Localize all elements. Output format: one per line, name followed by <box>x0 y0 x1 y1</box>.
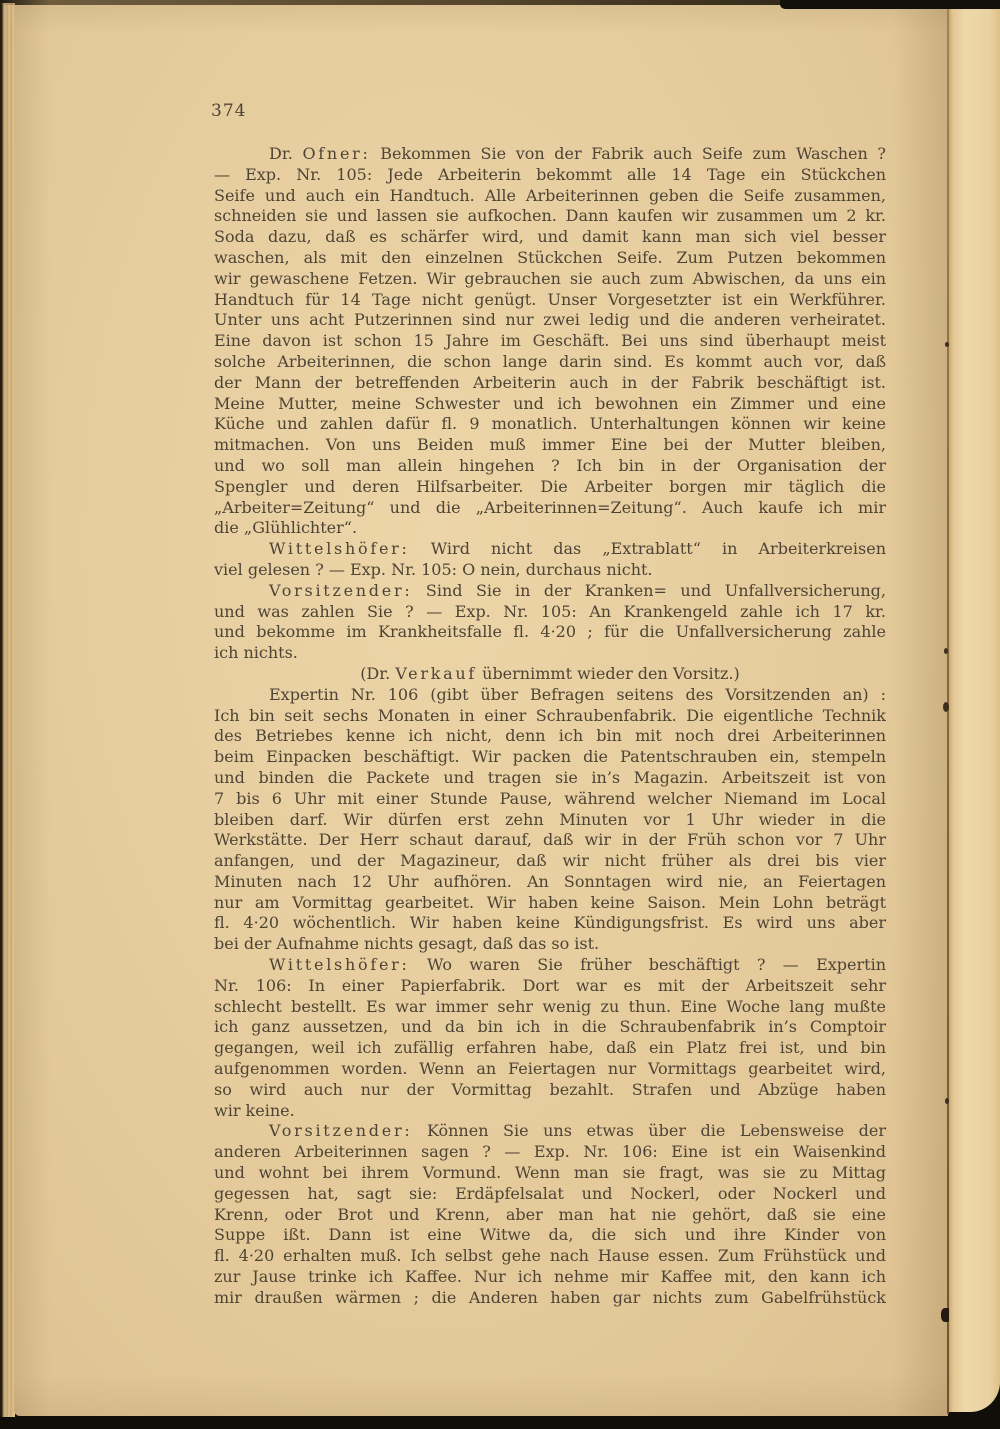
text-segment: und wo soll man allein hingehen ? Ich bin in der Organisation der <box>214 455 886 475</box>
text-line <box>214 165 886 186</box>
text-segment: wir keine. <box>214 1100 295 1120</box>
text-segment: Werkstätte. Der Herr schaut darauf, daß wir in der Früh schon vor 7 Uhr <box>214 830 886 850</box>
text-line <box>214 1101 886 1122</box>
text-segment: Handtuch für 14 Tage nicht genügt. Unser Vorgesetzter ist ein Werkführer. <box>214 289 886 309</box>
text-segment: solche Arbeiterinnen, die schon lange darin sind. Es kommt auch vor, daß <box>214 351 886 371</box>
text-segment: bei der Aufnahme nichts gesagt, daß das so ist. <box>214 934 600 954</box>
text-segment: Expertin Nr. 106 (gibt über Befragen seitens des Vorsitzenden an) : <box>269 684 886 704</box>
text-line <box>214 913 886 934</box>
text-line <box>214 602 886 623</box>
speaker-name: Vorsitzender: <box>269 580 413 600</box>
text-line <box>214 290 886 311</box>
paragraph <box>214 581 886 664</box>
text-segment: Spengler und deren Hilfsarbeiter. Die Arbeiter borgen mir täglich die <box>214 476 886 496</box>
text-segment: (Dr. <box>360 663 396 683</box>
text-line <box>214 955 886 976</box>
text-line <box>214 1267 886 1288</box>
text-segment: 7 bis 6 Uhr mit einer Stunde Pause, während welcher Niemand im Local <box>214 788 886 808</box>
text-segment: waschen, als mit den einzelnen Stückchen Seife. Zum Putzen bekommen <box>214 247 886 267</box>
text-line <box>214 435 886 456</box>
text-segment: „Arbeiter=Zeitung“ und die „Arbeiterinnen=Zeitung“. Auch kaufe ich mir <box>214 497 886 517</box>
text-line <box>214 893 886 914</box>
top-right-shadow <box>780 0 1000 9</box>
text-segment: Suppe ißt. Dann ist eine Witwe da, die sich und ihre Kinder von <box>214 1225 886 1245</box>
paragraph <box>214 539 886 581</box>
speaker-name: Ofner: <box>302 144 371 163</box>
paragraph <box>214 955 886 1121</box>
text-line <box>214 810 886 831</box>
text-segment: Wo waren Sie früher beschäftigt ? — Expertin <box>409 955 886 975</box>
text-line <box>214 206 886 227</box>
speaker-name: Verkauf <box>395 663 478 683</box>
text-segment: Dr. <box>269 144 303 163</box>
text-segment: ich ganz aussetzen, und da bin ich in die Schraubenfabrik in’s Comptoir <box>214 1017 886 1037</box>
text-segment: Seife und auch ein Handtuch. Alle Arbeiterinnen geben die Seife zusammen, <box>214 185 886 205</box>
text-segment: zur Jause trinke ich Kaffee. Nur ich nehme mir Kaffee mit, den kann ich <box>214 1267 886 1287</box>
book-page <box>14 5 948 1416</box>
text-segment: anderen Arbeiterinnen sagen ? — Exp. Nr. 106: Eine ist ein Waisenkind <box>214 1142 886 1162</box>
text-line <box>214 872 886 893</box>
text-line <box>214 622 886 643</box>
text-segment: Minuten nach 12 Uhr aufhören. An Sonntagen wird nie, an Feiertagen <box>214 871 886 891</box>
text-line <box>214 394 886 415</box>
text-line <box>214 248 886 269</box>
text-line <box>214 726 886 747</box>
text-segment: Krenn, oder Brot und Krenn, aber man hat nie gehört, daß sie eine <box>214 1204 886 1224</box>
text-segment: fl. 4·20 wöchentlich. Wir haben keine Kündigungsfrist. Es wird uns aber <box>214 913 886 933</box>
speaker-name: Wittelshöfer: <box>269 955 410 975</box>
text-segment: Sind Sie in der Kranken= und Unfallversicherung, <box>412 580 886 600</box>
text-segment: fl. 4·20 erhalten muß. Ich selbst gehe nach Hause essen. Zum Frühstück und <box>214 1246 886 1266</box>
text-line <box>214 373 886 394</box>
text-segment: schlecht bestellt. Es war immer sehr wenig zu thun. Eine Woche lang mußte <box>214 996 886 1016</box>
text-line <box>214 414 886 435</box>
text-line <box>214 560 886 581</box>
paragraph <box>214 1121 886 1308</box>
text-segment: Ich bin seit sechs Monaten in einer Schraubenfabrik. Die eigentliche Technik <box>214 705 886 725</box>
text-line <box>214 456 886 477</box>
text-segment: — Exp. Nr. 105: Jede Arbeiterin bekommt alle 14 Tage ein Stückchen <box>214 164 886 184</box>
text-line <box>214 1225 886 1246</box>
text-segment: des Betriebes kenne ich nicht, denn ich bin mit noch drei Arbeiterinnen <box>214 726 886 746</box>
text-line <box>214 227 886 248</box>
text-line <box>214 789 886 810</box>
text-segment: aufgenommen worden. Wenn an Feiertagen nur Vormittags gearbeitet wird, <box>214 1059 886 1079</box>
text-segment: und was zahlen Sie ? — Exp. Nr. 105: An Krankengeld zahle ich 17 kr. <box>214 601 886 621</box>
paragraph <box>214 144 886 539</box>
text-segment: übernimmt wieder den Vorsitz.) <box>477 663 740 683</box>
text-segment: und binden die Packete und tragen sie in’s Magazin. Arbeitszeit ist von <box>214 767 886 787</box>
text-segment: Nr. 106: In einer Papierfabrik. Dort war es mit der Arbeitszeit sehr <box>214 975 886 995</box>
text-segment: Eine davon ist schon 15 Jahre im Geschäft. Bei uns sind überhaupt meist <box>214 331 886 351</box>
text-line <box>214 186 886 207</box>
text-line <box>214 310 886 331</box>
page-number: 374 <box>211 101 247 121</box>
text-line <box>214 685 886 706</box>
text-line <box>214 851 886 872</box>
text-segment: viel gelesen ? — Exp. Nr. 105: O nein, durchaus nicht. <box>214 559 653 579</box>
text-segment: bleiben darf. Wir dürfen erst zehn Minuten vor 1 Uhr wieder in die <box>214 809 886 829</box>
text-segment: Können Sie uns etwas über die Lebensweise der <box>412 1121 886 1141</box>
left-page-edges <box>0 3 15 1417</box>
text-line <box>214 1059 886 1080</box>
text-segment: Wird nicht das „Extrablatt“ in Arbeiterkreisen <box>409 539 886 559</box>
text-line <box>214 1163 886 1184</box>
text-segment: anfangen, und der Magazineur, daß wir nicht früher als drei bis vier <box>214 851 886 871</box>
text-line <box>214 1246 886 1267</box>
text-line <box>214 352 886 373</box>
text-line <box>214 1017 886 1038</box>
text-segment: und bekomme im Krankheitsfalle fl. 4·20 ; für die Unfallversicherung zahle <box>214 622 886 642</box>
text-segment: ich nichts. <box>214 643 298 663</box>
text-segment: Bekommen Sie von der Fabrik auch Seife zum Waschen ? <box>370 144 887 163</box>
text-block <box>214 144 886 1309</box>
text-line <box>214 144 886 165</box>
text-line <box>214 581 886 602</box>
text-line <box>214 1038 886 1059</box>
text-line <box>214 1184 886 1205</box>
text-segment: nur am Vormittag gearbeitet. Wir haben keine Saison. Mein Lohn beträgt <box>214 892 886 912</box>
text-segment: gegessen hat, sagt sie: Erdäpfelsalat und Nockerl, oder Nockerl und <box>214 1183 886 1203</box>
text-segment: Unter uns acht Putzerinnen sind nur zwei ledig und die anderen verheiratet. <box>214 310 886 330</box>
text-line <box>214 1205 886 1226</box>
text-segment: mir draußen wärmen ; die Anderen haben gar nichts zum Gabelfrühstück <box>214 1287 886 1307</box>
text-segment: und wohnt bei ihrem Vormund. Wenn man sie fragt, was sie zu Mittag <box>214 1163 886 1183</box>
text-line <box>214 747 886 768</box>
top-shadow <box>0 0 820 5</box>
text-segment: Küche und zahlen dafür fl. 9 monatlich. Unterhaltungen können wir keine <box>214 414 886 434</box>
text-segment: die „Glühlichter“. <box>214 518 358 538</box>
text-line <box>214 768 886 789</box>
text-line <box>214 518 886 539</box>
text-line <box>214 997 886 1018</box>
text-line <box>214 269 886 290</box>
text-line <box>214 331 886 352</box>
text-line <box>214 1142 886 1163</box>
text-line <box>214 934 886 955</box>
text-segment: gegangen, weil ich zufällig erfahren habe, daß ein Platz frei ist, und bin <box>214 1038 886 1058</box>
page-edge-speck <box>944 648 948 654</box>
text-segment: so wird auch nur der Vormittag bezahlt. Strafen und Abzüge haben <box>214 1079 886 1099</box>
paragraph <box>214 685 886 955</box>
text-segment: mitmachen. Von uns Beiden muß immer Eine bei der Mutter bleiben, <box>214 435 886 455</box>
text-segment: der Mann der betreffenden Arbeiterin auch in der Fabrik beschäftigt ist. <box>214 372 886 392</box>
text-segment: beim Einpacken beschäftigt. Wir packen die Patentschrauben ein, stempeln <box>214 747 886 767</box>
text-line <box>214 1121 886 1142</box>
text-line <box>214 664 886 685</box>
text-segment: schneiden sie und lassen sie aufkochen. Dann kaufen wir zusammen um 2 kr. <box>214 206 886 226</box>
text-segment: Soda dazu, daß es schärfer wird, und damit kann man sich viel besser <box>214 227 886 247</box>
text-segment: wir gewaschene Fetzen. Wir gebrauchen sie auch zum Abwischen, da uns ein <box>214 268 886 288</box>
speaker-name: Vorsitzender: <box>269 1121 413 1141</box>
text-line <box>214 539 886 560</box>
text-line <box>214 498 886 519</box>
text-line <box>214 1080 886 1101</box>
text-line <box>214 1288 886 1309</box>
speaker-name: Wittelshöfer: <box>269 539 410 559</box>
text-segment: Meine Mutter, meine Schwester und ich bewohnen ein Zimmer und eine <box>214 393 886 413</box>
text-line <box>214 706 886 727</box>
text-line <box>214 830 886 851</box>
paragraph <box>214 664 886 685</box>
text-line <box>214 477 886 498</box>
text-line <box>214 643 886 664</box>
next-page-edge <box>949 7 1000 1412</box>
text-line <box>214 976 886 997</box>
